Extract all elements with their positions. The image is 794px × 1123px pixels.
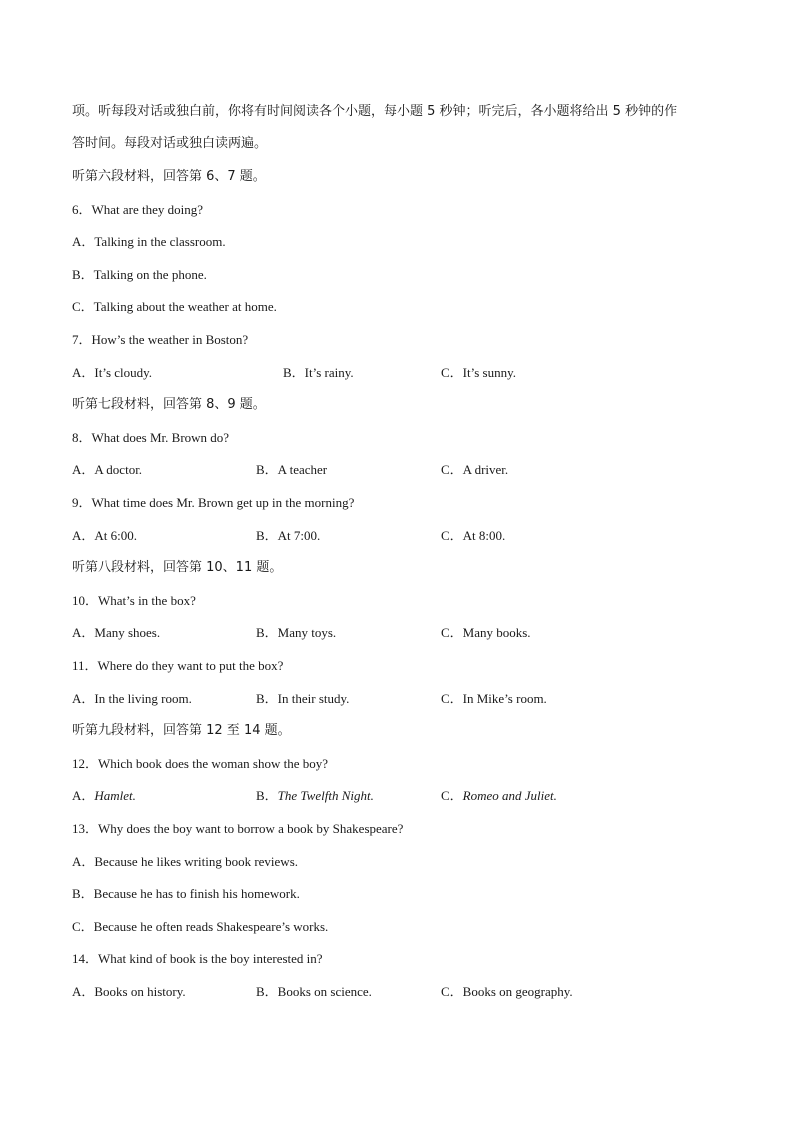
option-c-prefix: C．: [441, 788, 463, 803]
question-13-option-c: C．Because he often reads Shakespeare’s works.: [72, 919, 329, 934]
option-a-book-title: Hamlet.: [94, 788, 136, 803]
question-8-stem: 8．What does Mr. Brown do?: [72, 430, 230, 445]
question-12-option-c: [441, 788, 557, 804]
question-7-option-c: C．It’s sunny.: [441, 365, 516, 380]
option-b-prefix: B．: [256, 788, 278, 803]
question-12-option-b: [256, 788, 374, 804]
question-9-option-b: B．At 7:00.: [256, 528, 321, 543]
question-10-option-c: C．Many books.: [441, 625, 531, 640]
section-8-heading: 听第八段材料，回答第 10、11 题。: [72, 560, 283, 575]
question-7-stem: 7．How’s the weather in Boston?: [72, 332, 249, 347]
question-8-option-b: B．A teacher: [256, 462, 328, 477]
question-9-option-c: C．At 8:00.: [441, 528, 506, 543]
option-a-prefix: A．: [72, 788, 95, 803]
question-12-stem: 12．Which book does the woman show the boy?: [72, 756, 328, 771]
question-10-stem: 10．What’s in the box?: [72, 593, 196, 608]
question-8-option-c: C．A driver.: [441, 462, 509, 477]
question-6-option-a: A．Talking in the classroom.: [72, 234, 226, 249]
option-c-book-title: Romeo and Juliet.: [462, 788, 557, 803]
question-7-option-a: A．It’s cloudy.: [72, 365, 153, 380]
question-14-option-c: C．Books on geography.: [441, 984, 573, 999]
question-6-option-c: C．Talking about the weather at home.: [72, 299, 277, 314]
option-b-book-title: The Twelfth Night.: [277, 788, 374, 803]
question-11-option-b: B．In their study.: [256, 691, 350, 706]
question-10-option-b: B．Many toys.: [256, 625, 337, 640]
question-12-option-a: [72, 788, 136, 804]
question-9-stem: 9．What time does Mr. Brown get up in the morning?: [72, 495, 355, 510]
intro-line-2: 答时间。每段对话或独白读两遍。: [72, 136, 268, 151]
question-7-option-b: B．It’s rainy.: [283, 365, 354, 380]
question-6-option-b: B．Talking on the phone.: [72, 267, 207, 282]
question-11-stem: 11．Where do they want to put the box?: [72, 658, 284, 673]
section-7-heading: 听第七段材料，回答第 8、9 题。: [72, 397, 266, 412]
question-14-option-b: B．Books on science.: [256, 984, 372, 999]
question-9-option-a: A．At 6:00.: [72, 528, 138, 543]
question-10-option-a: A．Many shoes.: [72, 625, 161, 640]
section-6-heading: 听第六段材料，回答第 6、7 题。: [72, 169, 266, 184]
intro-line-1: 项。听每段对话或独白前，你将有时间阅读各个小题，每小题 5 秒钟；听完后，各小题将给出 5 秒钟的作: [72, 104, 678, 119]
question-11-option-a: A．In the living room.: [72, 691, 192, 706]
question-8-option-a: A．A doctor.: [72, 462, 143, 477]
question-13-option-b: B．Because he has to finish his homework.: [72, 886, 300, 901]
question-6-stem: 6．What are they doing?: [72, 202, 204, 217]
question-14-stem: 14．What kind of book is the boy interested in?: [72, 951, 323, 966]
question-14-option-a: A．Books on history.: [72, 984, 186, 999]
question-13-stem: 13．Why does the boy want to borrow a book by Shakespeare?: [72, 821, 404, 836]
section-9-heading: 听第九段材料，回答第 12 至 14 题。: [72, 723, 291, 738]
question-13-option-a: A．Because he likes writing book reviews.: [72, 854, 299, 869]
question-11-option-c: C．In Mike’s room.: [441, 691, 547, 706]
